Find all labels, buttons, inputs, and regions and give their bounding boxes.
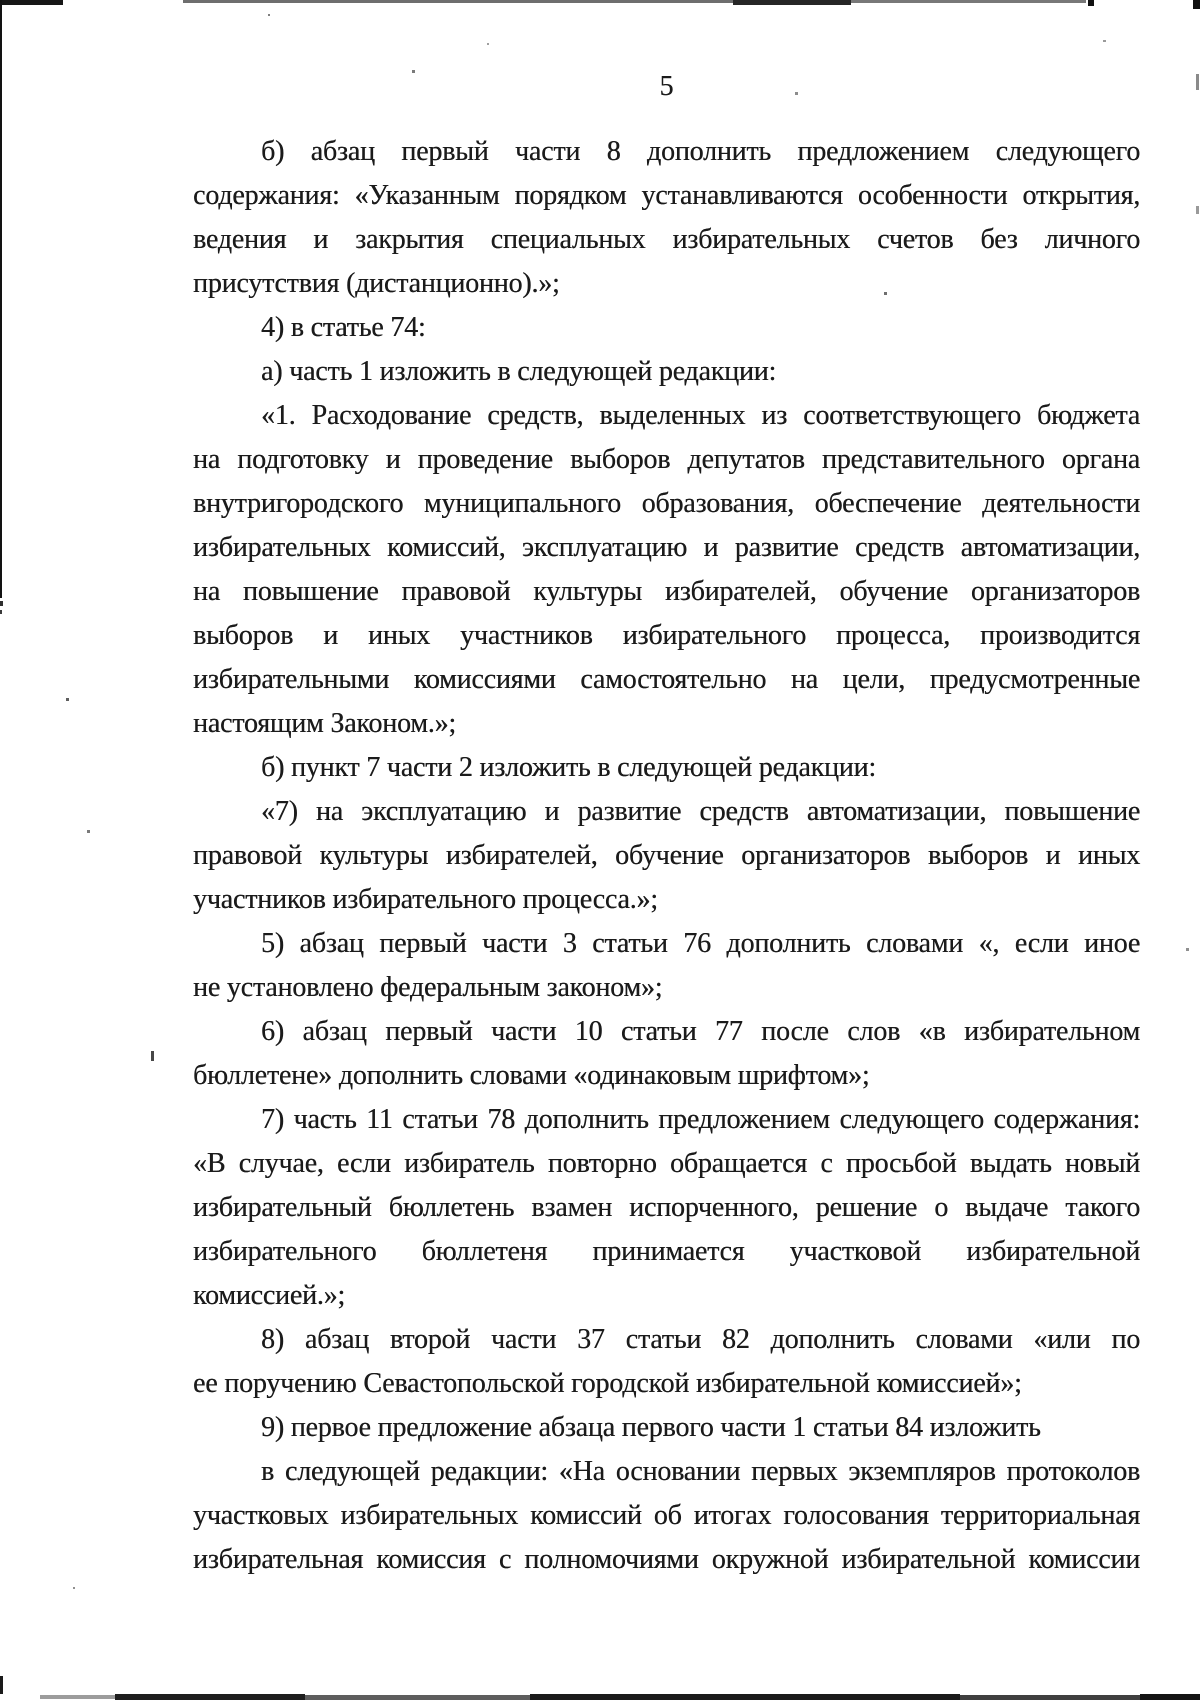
text-line: избирательный бюллетень взамен испорченного, решение о выдаче такого [193, 1192, 1140, 1223]
speck [73, 1587, 75, 1589]
top-edge-tick [1088, 0, 1094, 6]
document-body-text [193, 130, 1140, 1582]
left-edge-dash [0, 601, 3, 606]
text-line: ведения и закрытия специальных избирательных счетов без личного [193, 224, 1140, 255]
text-line: а) часть 1 изложить в следующей редакции: [261, 356, 777, 387]
text-line: комиссией.»; [193, 1280, 345, 1311]
text-line: избирательных комиссий, эксплуатацию и развитие средств автоматизации, [193, 532, 1140, 563]
text-line: ее поручению Севастопольской городской избирательной комиссией»; [193, 1368, 1022, 1399]
text-line: 9) первое предложение абзаца первого части 1 статьи 84 изложить [261, 1412, 1041, 1443]
text-line: 7) часть 11 статьи 78 дополнить предложением следующего содержания: [261, 1104, 1140, 1135]
top-edge-dark [733, 0, 851, 5]
speck [1186, 948, 1189, 951]
text-line: «7) на эксплуатацию и развитие средств автоматизации, повышение [261, 796, 1140, 827]
speck [87, 830, 90, 833]
bottom-bar-seg [40, 1695, 115, 1699]
bottom-bar-seg [960, 1695, 1140, 1700]
text-line: 6) абзац первый части 10 статьи 77 после слов «в избирательном [261, 1016, 1140, 1047]
text-line: участников избирательного процесса.»; [193, 884, 658, 915]
text-line: избирательными комиссиями самостоятельно на цели, предусмотренные [193, 664, 1140, 695]
speck [268, 14, 270, 16]
left-edge-dash [0, 610, 2, 614]
speck [66, 698, 69, 701]
text-line: в следующей редакции: «На основании первых экземпляров протоколов [261, 1456, 1140, 1487]
text-line: бюллетене» дополнить словами «одинаковым шрифтом»; [193, 1060, 870, 1091]
text-line: внутригородского муниципального образования, обеспечение деятельности [193, 488, 1140, 519]
left-edge-line [0, 0, 2, 598]
left-edge-bottom [0, 1676, 3, 1694]
speck [1103, 40, 1106, 42]
text-line: присутствия (дистанционно).»; [193, 268, 560, 299]
text-line: избирательная комиссия с полномочиями окружной избирательной комиссии [193, 1544, 1140, 1575]
text-line: выборов и иных участников избирательного процесса, производится [193, 620, 1140, 651]
top-left-bar [0, 0, 63, 5]
text-line: избирательного бюллетеня принимается участковой избирательной [193, 1236, 1140, 1267]
text-line: правовой культуры избирателей, обучение организаторов выборов и иных [193, 840, 1140, 871]
text-line: б) пункт 7 части 2 изложить в следующей редакции: [261, 752, 876, 783]
speck [487, 43, 489, 45]
text-line: 4) в статье 74: [261, 312, 426, 343]
text-line: не установлено федеральным законом»; [193, 972, 663, 1003]
bottom-bar-seg [115, 1694, 305, 1700]
top-edge-line-2 [851, 0, 1086, 3]
speck [1196, 74, 1199, 90]
text-line: настоящим Законом.»; [193, 708, 456, 739]
bottom-bar-seg [1140, 1694, 1200, 1700]
text-line: на повышение правовой культуры избирателей, обучение организаторов [193, 576, 1140, 607]
speck [412, 70, 415, 73]
top-right-corner [1193, 0, 1200, 9]
speck [884, 292, 887, 295]
page-number: 5 [659, 71, 674, 102]
bottom-bar-seg [530, 1694, 960, 1700]
text-line: б) абзац первый части 8 дополнить предложением следующего [261, 136, 1140, 167]
left-margin-mark [151, 1051, 154, 1061]
text-line: 8) абзац второй части 37 статьи 82 дополнить словами «или по [261, 1324, 1140, 1355]
text-line: «1. Расходование средств, выделенных из соответствующего бюджета [261, 400, 1140, 431]
speck [795, 92, 798, 95]
text-line: 5) абзац первый части 3 статьи 76 дополнить словами «, если иное [261, 928, 1140, 959]
text-line: на подготовку и проведение выборов депутатов представительного органа [193, 444, 1140, 475]
text-line: содержания: «Указанным порядком устанавливаются особенности открытия, [193, 180, 1140, 211]
speck [1196, 206, 1199, 214]
text-line: «В случае, если избиратель повторно обращается с просьбой выдать новый [193, 1148, 1140, 1179]
text-line: участковых избирательных комиссий об итогах голосования территориальная [193, 1500, 1140, 1531]
top-edge-line [183, 0, 733, 3]
bottom-bar-seg [305, 1695, 530, 1700]
